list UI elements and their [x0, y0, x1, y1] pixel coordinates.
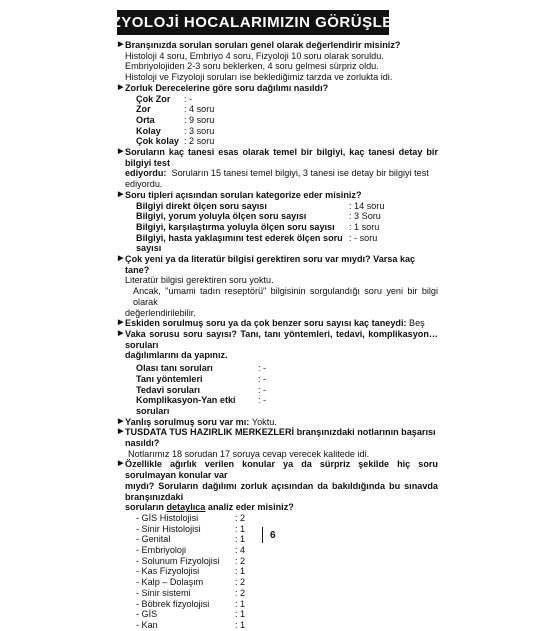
list-item: Tanı yöntemleri : -: [136, 373, 267, 384]
answer-3: ediyordu: Soruların 15 tanesi temel bilgiyi, 3 tanesi ise detay bir bilgiyi test ediyordu.: [125, 168, 429, 190]
question-8: ▶ Yanlış sorulmuş soru var mı: Yoktu.: [118, 416, 277, 427]
list-item: Orta : 9 soru: [136, 114, 215, 125]
list-item: - GİS : 1: [136, 609, 246, 620]
list-item: - Embriyoloji : 4: [136, 545, 246, 556]
list-item: - Böbrek fizyolojisi : 1: [136, 598, 246, 609]
bullet-icon: ▶: [118, 460, 124, 468]
list-item: Bilgiyi, hasta yaklaşımını test ederek ölçen soru sayısı : - soru: [136, 232, 378, 254]
difficulty-list: [118, 94, 438, 148]
bullet-icon: ▶: [118, 255, 124, 263]
question-2: ▶ Zorluk Derecelerine göre soru dağılımı nasıldı?: [118, 82, 329, 93]
list-item: Zor : 4 soru: [136, 104, 215, 115]
section-title-banner: FİZYOLOJİ HOCALARIMIZIN GÖRÜŞLERİ: [117, 10, 389, 35]
bullet-icon: ▶: [118, 428, 124, 436]
list-item: Kolay : 3 soru: [136, 125, 215, 136]
list-item: Bilgiyi, yorum yoluyla ölçen soru sayısı : 3 Soru: [136, 211, 381, 222]
question-6: ▶ Eskiden sorulmuş soru ya da çok benzer soru sayısı kaç taneydi: Beş: [118, 318, 425, 329]
list-item: - Sinir Histolojisi : 1: [136, 523, 246, 534]
question-5: ▶ Çok yeni ya da literatür bilgisi gerektiren soru var mıydı? Varsa kaç tane?: [118, 254, 416, 275]
list-item: - Solunum Fizyolojisi : 2: [136, 555, 246, 566]
list-item: - Genital : 1: [136, 534, 246, 545]
question-type-list: [118, 201, 438, 255]
page-number-divider: [262, 527, 263, 543]
list-item: Komplikasyon-Yan etki soruları : -: [136, 395, 267, 416]
list-item: Bilgiyi direkt ölçen soru sayısı : 14 soru: [136, 200, 385, 211]
bullet-icon: ▶: [118, 329, 124, 337]
question-9: ▶ TUSDATA TUS HAZIRLIK MERKEZLERİ branşınızdaki notlarının başarısı nasıldı?: [118, 427, 436, 449]
list-item: Bilgiyi, karşılaştırma yoluyla ölçen soru sayısı : 1 soru: [136, 221, 380, 232]
question-4: ▶ Soru tipleri açısından soruları kategorize eder misiniz?: [118, 189, 362, 200]
list-item: Tedavi soruları : -: [136, 384, 267, 395]
bullet-icon: ▶: [118, 83, 124, 91]
topic-distribution-list: [118, 513, 438, 631]
list-item: - Sinir sistemi : 2: [136, 587, 246, 598]
bullet-icon: ▶: [118, 41, 124, 48]
question-7: ▶ Vaka sorusu soru sayısı? Tanı, tanı yöntemleri, tedavi, komplikasyon… soruları: [118, 328, 438, 350]
list-item: Çok kolay : 2 soru: [136, 136, 215, 147]
list-item: - GİS Histolojisi : 2: [136, 512, 246, 523]
list-item: Olası tanı soruları : -: [136, 363, 267, 374]
answer-1: Histoloji 4 soru, Embriyo 4 soru, Fizyoloji 10 soru olarak soruldu. Embriyolojiden 2-3 soru beklerken, 4 soru gelmesi sürpriz oldu. Histoloji ve Fizyoloji soruları ise beklediğimiz tarzda ve zorlukta idi.: [125, 50, 393, 83]
list-item: - Kan : 1: [136, 619, 246, 630]
list-item: Çok Zor : -: [136, 93, 193, 104]
bullet-icon: ▶: [118, 417, 124, 425]
answer-5: Literatür bilgisi gerektiren soru yoktu. Ancak, "umami tadın reseptörü" bilgisinin sorgulandığı soru yeni bir bilgi olarak değerlendirilebilir.: [125, 275, 438, 318]
question-3: ▶ Soruların kaç tanesi esas olarak temel bir bilgiyi, kaç tanesi detay bir bilgiyi test: [118, 147, 438, 168]
question-10: ▶ Özellikle ağırlık verilen konular ya da sürpriz şekilde hiç soru sorulmayan konular var: [118, 459, 438, 481]
page-number: 6: [270, 530, 276, 541]
page-content: ▶ Branşınızda sorulan soruları genel olarak değerlendirir misiniz? Histoloji 4 soru, Embriyo 4 soru, Fizyoloji 10 soru olarak soruldu. Embriyolojiden 2-3 soru beklerken, 4 soru gelmesi sürpriz oldu. Histoloji ve Fizyoloji soruları ise beklediğimiz tarzda ve zorlukta idi. ▶ Zorluk Derecelerine göre soru dağılımı nasıldı? Çok Zor : - Zor : 4 soru Orta : 9 soru Kolay : 3 soru Çok kolay : 2 soru ▶ Soruların kaç tanesi esas olarak temel bir bilgiyi, kaç tanesi detay bir bilgiyi test ediyordu: Soruların 15 tanesi temel bilgiyi, 3 tanesi ise detay bir bilgiyi test ediyordu. ▶ Soru tipleri açısından soruları kategorize eder misiniz? Bilgiyi direkt ölçen soru sayısı : 14 soru Bilgiyi, yorum yoluyla ölçen soru sayısı : 3 Soru Bilgiyi, karşılaştırma yoluyla ölçen soru sayısı : 1 soru Bilgiyi, hasta yaklaşımını test ederek ölçen soru sayısı : - soru ▶ Çok yeni ya da literatür bilgisi gerektiren soru var mıydı? Varsa kaç tane? Literatür bilgisi gerektiren soru yoktu. Ancak, "umami tadın reseptörü" bilgisinin sorgulandığı soru yeni bir bilgi olarak değerlendirilebilir. ▶ Eskiden sorulmuş soru ya da çok benzer soru sayısı kaç taneydi: Beş ▶ Vaka sorusu soru sayısı? Tanı, tanı yöntemleri, tedavi, komplikasyon… soruları dağılımlarını da yapınız. Olası tanı soruları : - Tanı yöntemleri : - Tedavi soruları : - Komplikasyon-Yan etki soruları : - ▶ Yanlış sorulmuş soru var mı: Yoktu. ▶ TUSDATA TUS HAZIRLIK MERKEZLERİ branşınızdaki notlarının başarısı nasıldı? Notlarımız 18 sorudan 17 soruya cevap verecek kalitede idi. ▶ Özellikle ağırlık verilen konular ya da sürpriz şekilde hiç soru sorulmayan konular var mıydı? Soruların dağılımı zorluk açısından da bakıldığında bu sınavda branşınızdaki soruların detaylıca analiz eder misiniz? - GİS Histolojisi : 2 - Sinir Histolojisi : 1 - Genital : 1 - Embriyoloji : 4 - Solunum Fizyolojisi : 2 - Kas Fizyolojisi : 1 - Kalp – Dolaşım : 2 - Sinir sistemi : 2 - Böbrek fizyolojisi : 1 - GİS : 1 - Kan : 1: [118, 40, 438, 630]
question-1: ▶ Branşınızda sorulan soruları genel olarak değerlendirir misiniz?: [118, 40, 401, 50]
bullet-icon: ▶: [118, 148, 124, 156]
bullet-icon: ▶: [118, 319, 124, 327]
list-item: - Kalp – Dolaşım : 2: [136, 577, 246, 588]
list-item: - Kas Fizyolojisi : 1: [136, 566, 246, 577]
case-question-list: [118, 363, 438, 417]
bullet-icon: ▶: [118, 190, 124, 198]
